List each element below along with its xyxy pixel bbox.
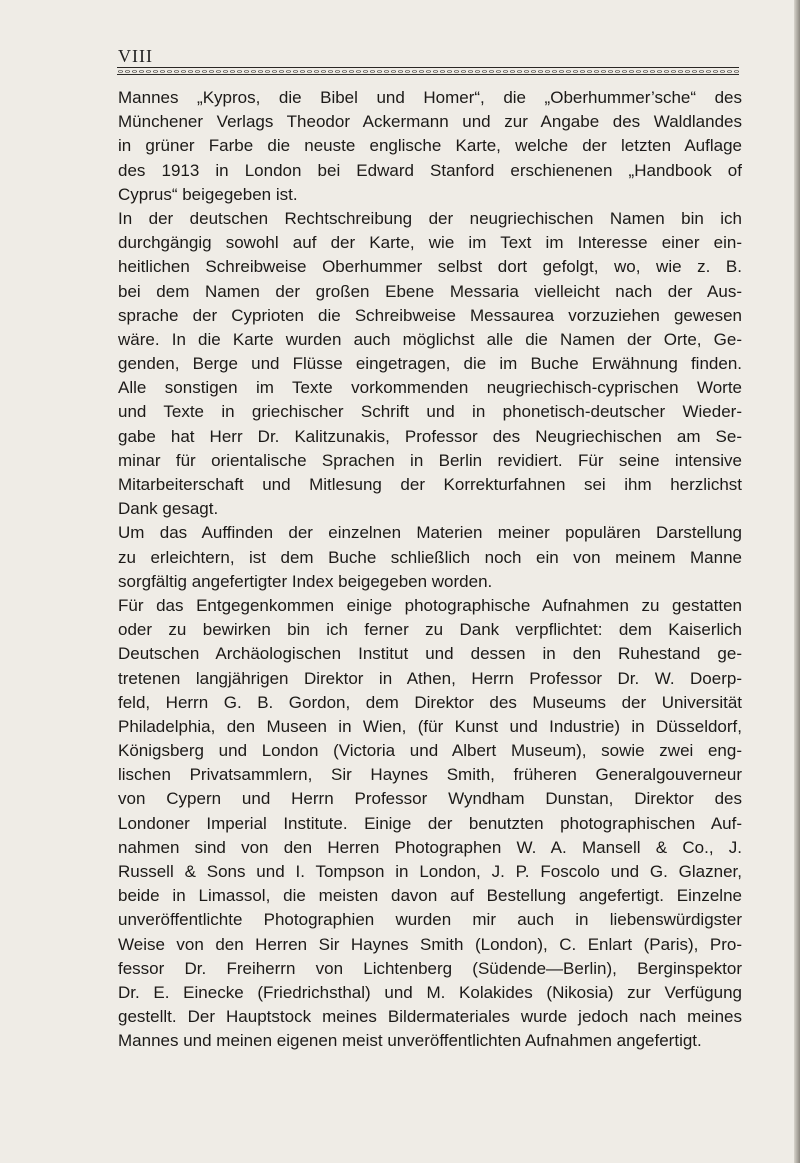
text-line: Um das Auffinden der einzelnen Materien meiner populären Darstellung — [118, 523, 742, 543]
page-number: VIII — [118, 46, 153, 66]
text-line: oder zu bewirken bin ich ferner zu Dank verpflichtet: dem Kaiserlich — [118, 620, 742, 640]
text-line: Deutschen Archäologischen Institut und dessen in den Ruhestand ge- — [118, 644, 742, 664]
text-line: wäre. In die Karte wurden auch möglichst alle die Namen der Orte, Ge- — [118, 329, 742, 349]
text-line: Dank gesagt. — [118, 499, 219, 519]
text-line: feld, Herrn G. B. Gordon, dem Direktor des Museums der Universität — [118, 692, 742, 712]
paragraph — [118, 207, 742, 521]
text-line: Russell & Sons und I. Tompson in London, J. P. Foscolo und G. Glazner, — [118, 862, 742, 881]
text-line: Mannes und meinen eigenen meist unveröffentlichten Aufnahmen angefertigt. — [118, 1031, 702, 1051]
text-line: Alle sonstigen im Texte vorkommenden neugriechisch-cyprischen Worte — [118, 378, 742, 398]
text-line: nahmen sind von den Herren Photographen W. A. Mansell & Co., J. — [118, 837, 742, 857]
paragraph — [118, 86, 742, 207]
decorative-header-rule — [117, 67, 739, 75]
text-line: des 1913 in London bei Edward Stanford erschienenen „Handbook of — [118, 160, 742, 180]
text-line: sprache der Cyprioten die Schreibweise Messaurea vorzuziehen gewesen — [118, 305, 742, 325]
text-line: gabe hat Herr Dr. Kalitzunakis, Professor des Neugriechischen am Se- — [118, 426, 742, 446]
text-line: genden, Berge und Flüsse eingetragen, die im Buche Erwähnung finden. — [118, 354, 742, 374]
paragraph — [118, 521, 742, 594]
text-line: lischen Privatsammlern, Sir Haynes Smith, früheren Generalgouverneur — [118, 765, 742, 785]
text-line: sorgfältig angefertigter Index beigegeben worden. — [118, 571, 493, 591]
text-line: gestellt. Der Hauptstock meines Bildermateriales wurde jedoch nach meines — [118, 1007, 742, 1027]
page-edge-shadow — [794, 0, 800, 1163]
text-line: Königsberg und London (Victoria und Albert Museum), sowie zwei eng- — [118, 741, 742, 761]
text-line: durchgängig sowohl auf der Karte, wie im Text im Interesse einer ein- — [118, 233, 742, 253]
text-line: beide in Limassol, die meisten davon auf Bestellung angefertigt. Einzelne — [118, 886, 742, 906]
text-line: Londoner Imperial Institute. Einige der benutzten photographischen Auf- — [118, 813, 742, 833]
text-line: Dr. E. Einecke (Friedrichsthal) und M. Kolakides (Nikosia) zur Verfügung — [118, 982, 742, 1002]
text-line: minar für orientalische Sprachen in Berlin revidiert. Für seine intensive — [118, 450, 742, 470]
text-line: Weise von den Herren Sir Haynes Smith (London), C. Enlart (Paris), Pro- — [118, 934, 742, 954]
text-line: zu erleichtern, ist dem Buche schließlich noch ein von meinem Manne — [118, 547, 742, 567]
text-line: bei dem Namen der großen Ebene Messaria vielleicht nach der Aus- — [118, 281, 742, 301]
body-text — [118, 86, 742, 1054]
text-line: von Cypern und Herrn Professor Wyndham Dunstan, Direktor des — [118, 789, 742, 809]
text-line: Für das Entgegenkommen einige photographische Aufnahmen zu gestatten — [118, 595, 742, 615]
text-line: tretenen langjährigen Direktor in Athen, Herrn Professor Dr. W. Doerp- — [118, 668, 742, 688]
text-line: In der deutschen Rechtschreibung der neugriechischen Namen bin ich — [118, 208, 742, 228]
text-line: in grüner Farbe die neuste englische Karte, welche der letzten Auflage — [118, 136, 742, 156]
text-line: fessor Dr. Freiherrn von Lichtenberg (Südende—Berlin), Berginspektor — [118, 958, 742, 978]
text-line: Mitarbeiterschaft und Mitlesung der Korrekturfahnen sei ihm herzlichst — [118, 475, 742, 494]
text-line: heitlichen Schreibweise Oberhummer selbst dort gefolgt, wo, wie z. B. — [118, 257, 742, 277]
text-line: und Texte in griechischer Schrift und in phonetisch-deutscher Wieder- — [118, 402, 742, 422]
text-line: Philadelphia, den Museen in Wien, (für Kunst und Industrie) in Düsseldorf, — [118, 716, 742, 736]
text-line: Cyprus“ beigegeben ist. — [118, 184, 298, 204]
text-line: Mannes „Kypros, die Bibel und Homer“, die „Oberhummer’sche“ des — [118, 88, 742, 107]
paragraph — [118, 594, 742, 1054]
text-line: Münchener Verlags Theodor Ackermann und zur Angabe des Waldlandes — [118, 112, 742, 132]
text-line: unveröffentlichte Photographien wurden mir auch in liebenswürdigster — [118, 910, 742, 930]
